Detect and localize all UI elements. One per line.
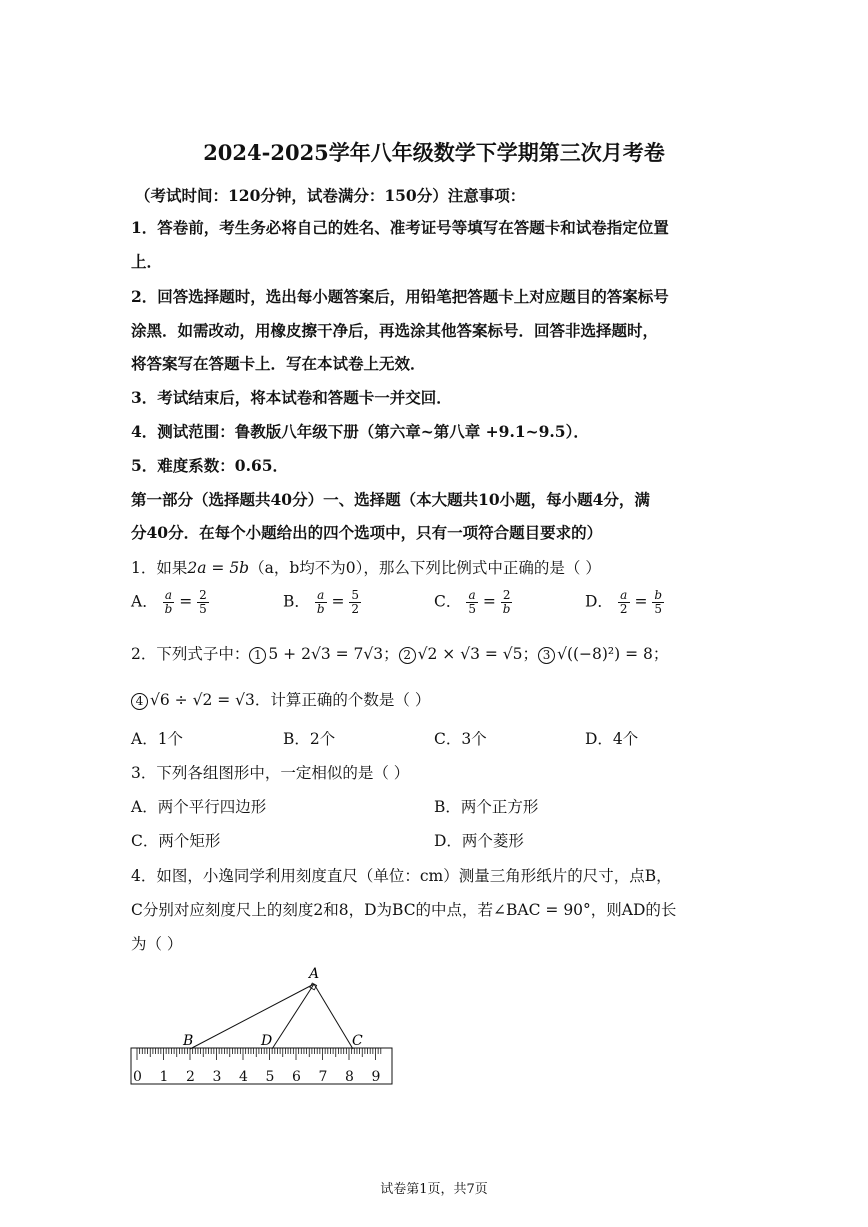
ruler-label: 4: [239, 1069, 248, 1085]
note-2-cont: 涂黑．如需改动，用橡皮擦干净后，再选涂其他答案标号．回答非选择题时，: [131, 321, 659, 340]
note-3: 3．考试结束后，将本试卷和答题卡一并交回．: [131, 388, 452, 407]
ruler-label: 3: [212, 1069, 222, 1085]
note-1: 1．答卷前，考生务必将自己的姓名、准考证号等填写在答题卡和试卷指定位置: [131, 218, 669, 237]
ruler-ticks: [137, 1048, 381, 1060]
q2-expr-3: √((−8)²) = 8: [557, 645, 653, 663]
ruler-label: 7: [318, 1069, 328, 1085]
question-3: 3．下列各组图形中，一定相似的是（ ）: [131, 764, 410, 782]
ruler-label: 8: [345, 1069, 354, 1085]
point-a-label: A: [309, 966, 320, 982]
q2-expr-4: √6 ÷ √2 = √3: [150, 691, 255, 709]
page-footer: 试卷第1页，共7页: [380, 1182, 488, 1197]
question-2-cont: 4 √6 ÷ √2 = √3．计算正确的个数是（ ）: [131, 688, 430, 710]
circled-2-icon: 2: [399, 647, 416, 664]
ruler-label: 6: [292, 1069, 301, 1085]
q2-option-a: A．1个: [131, 730, 184, 748]
q3-option-d: D．两个菱形: [434, 832, 524, 850]
q1-option-b: B． $\frac{a}{b}$ = $\frac{5}{2}$: [283, 588, 359, 616]
q2-option-b: B．2个: [283, 730, 336, 748]
median-ad: [272, 984, 314, 1049]
section-heading-cont: 分40分．在每个小题给出的四个选项中，只有一项符合题目要求的）: [131, 523, 603, 542]
q2-option-c: C．3个: [434, 730, 487, 748]
note-2-cont2: 将答案写在答题卡上．写在本试卷上无效．: [131, 354, 426, 373]
q2-option-d: D．4个: [585, 730, 639, 748]
side-ac: [314, 984, 353, 1049]
question-4-cont2: 为（ ）: [131, 935, 183, 953]
question-4-cont: C分别对应刻度尺上的刻度2和8，D为BC的中点，若∠BAC = 90°，则AD的长: [131, 901, 677, 919]
ruler-label: 0: [133, 1069, 142, 1085]
point-c-label: C: [352, 1033, 363, 1049]
q1-option-d: D． $\frac{a}{2}$ = $\frac{b}{5}$: [585, 588, 663, 616]
note-4: 4．测试范围：鲁教版八年级下册（第六章~第八章 +9.1~9.5）．: [131, 422, 589, 441]
note-1-cont: 上．: [131, 252, 163, 271]
q1-option-c: C． $\frac{a}{5}$ = $\frac{2}{b}$: [434, 588, 511, 616]
q1-option-a: A． $\frac{a}{b}$ = $\frac{2}{5}$: [131, 588, 207, 616]
q3-option-b: B．两个正方形: [434, 798, 539, 816]
q3-option-c: C．两个矩形: [131, 832, 221, 850]
note-5: 5．难度系数：0.65．: [131, 456, 289, 475]
circled-3-icon: 3: [538, 647, 555, 664]
point-d-label: D: [261, 1033, 273, 1049]
circled-4-icon: 4: [131, 693, 148, 710]
ruler-label: 5: [265, 1069, 275, 1085]
q1-equation: 2a = 5b: [187, 559, 250, 577]
ruler-label: 9: [371, 1069, 381, 1085]
side-ab: [190, 984, 314, 1049]
question-2: 2．下列式子中： 1 5 + 2√3 = 7√3； 2 √2 × √3 = √5； 3 √((−8)²) = 8；: [131, 645, 669, 663]
ruler-label: 2: [186, 1069, 195, 1085]
q3-option-a: A．两个平行四边形: [131, 798, 267, 816]
question-1: [131, 556, 601, 578]
triangle-ruler-figure: [126, 962, 402, 1092]
note-2: 2．回答选择题时，选出每小题答案后，用铅笔把答题卡上对应题目的答案标号: [131, 287, 669, 306]
section-heading: 第一部分（选择题共40分）一、选择题（本大题共10小题，每小题4分，满: [131, 490, 650, 509]
q2-expr-1: 5 + 2√3 = 7√3: [268, 645, 384, 663]
q2-expr-2: √2 × √3 = √5: [417, 645, 523, 663]
circled-1-icon: 1: [249, 647, 266, 664]
q1-stem-a: 1．如果: [131, 559, 188, 577]
page-title: 2024-2025学年八年级数学下学期第三次月考卷: [203, 140, 665, 165]
q1-stem-b: （a，b均不为0），那么下列比例式中正确的是（ ）: [249, 559, 601, 577]
ruler-labels: [133, 1069, 380, 1085]
question-4: 4．如图，小逸同学利用刻度直尺（单位：cm）测量三角形纸片的尺寸，点B，: [131, 867, 672, 885]
point-b-label: B: [183, 1033, 194, 1049]
ruler-label: 1: [159, 1069, 169, 1085]
exam-info: （考试时间：120分钟，试卷满分：150分）注意事项：: [135, 186, 526, 205]
